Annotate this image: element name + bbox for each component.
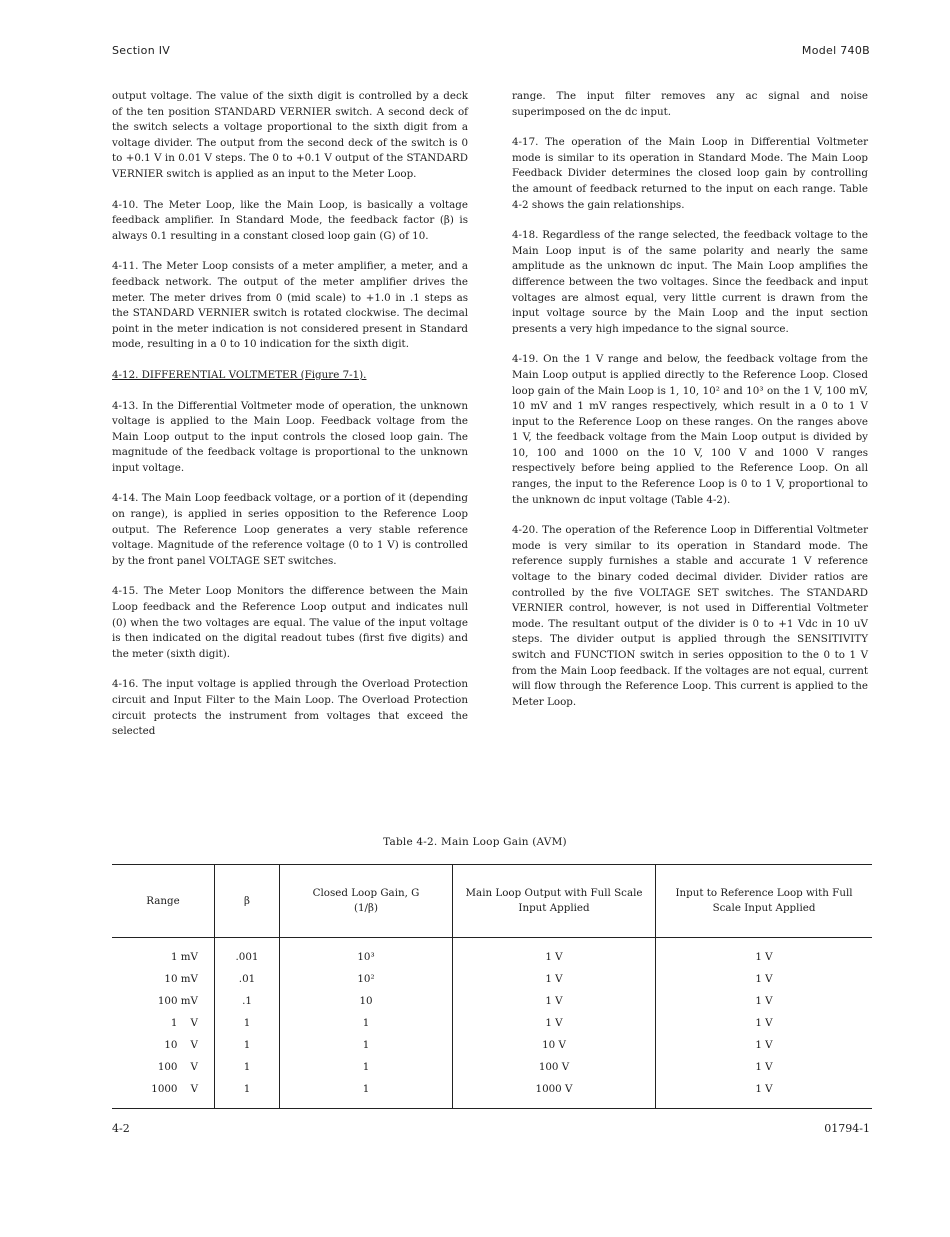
col-header-beta: β — [215, 865, 280, 938]
cell-main-output: 10 V — [453, 1034, 656, 1056]
cell-gain: 1 — [280, 1012, 453, 1034]
cell-range: 100 mV — [157, 995, 198, 1007]
table-row — [112, 1056, 872, 1078]
paragraph: 4-11. The Meter Loop consists of a meter amplifier, a meter, and a feedback network. The output of the meter amplifier drives the meter. The meter drives from 0 (mid scale) to +1.0 in .1 steps as the STANDARD VERNIER switch is rotated clockwise. The decimal point in the meter indication is not considered present in Standard mode, resulting in a 0 to 10 indication for the sixth digit. — [112, 260, 468, 351]
cell-main-output: 1000 V — [453, 1078, 656, 1109]
table-row — [112, 1034, 872, 1056]
cell-range: 1 mV — [170, 951, 198, 963]
table-row — [112, 1012, 872, 1034]
cell-gain: 1 — [280, 1078, 453, 1109]
paragraph: 4-16. The input voltage is applied through the Overload Protection circuit and Input Filter to the Main Loop. The Overload Protection circuit protects the instrument from voltages that exceed the selected — [112, 678, 468, 738]
model-header: Model 740B — [801, 44, 870, 57]
cell-main-output: 1 V — [453, 938, 656, 969]
col-header-main-output: Main Loop Output with Full Scale Input Applied — [453, 865, 656, 938]
cell-range: 10 V — [164, 1039, 198, 1051]
paragraph: 4-15. The Meter Loop Monitors the difference between the Main Loop feedback and the Reference Loop output and indicates null (0) when the two voltages are equal. The value of the input voltage is then indicated on the digital readout tubes (first five digits) and the meter (sixth digit). — [112, 585, 468, 660]
cell-range: 1000 V — [151, 1083, 198, 1095]
cell-ref-input: 1 V — [656, 1056, 873, 1078]
table-row — [112, 990, 872, 1012]
cell-ref-input: 1 V — [656, 938, 873, 969]
cell-ref-input: 1 V — [656, 1034, 873, 1056]
paragraph: 4-14. The Main Loop feedback voltage, or a portion of it (depending on range), is applied in series opposition to the Reference Loop output. The Reference Loop generates a very stable reference voltage. Magnitude of the reference voltage (0 to 1 V) is controlled by the front panel VOLTAGE SET switches. — [112, 492, 468, 567]
paragraph: 4-13. In the Differential Voltmeter mode of operation, the unknown voltage is applied to the Main Loop. Feedback voltage from the Main Loop output to the input controls the closed loop gain. The magnitude of the feedback voltage is proportional to the unknown input voltage. — [112, 399, 468, 474]
cell-gain: 10 — [280, 990, 453, 1012]
page-number: 4-2 — [112, 1122, 130, 1135]
cell-beta: .01 — [215, 968, 280, 990]
cell-gain: 10² — [280, 968, 453, 990]
cell-beta: 1 — [215, 1034, 280, 1056]
section-header: Section IV — [112, 44, 171, 57]
cell-main-output: 1 V — [453, 1012, 656, 1034]
table-title: Table 4-2. Main Loop Gain (AVM) — [383, 836, 567, 848]
cell-ref-input: 1 V — [656, 1078, 873, 1109]
paragraph: 4-19. On the 1 V range and below, the feedback voltage from the Main Loop output is applied directly to the Reference Loop. Closed loop gain of the Main Loop is 1, 10, 10² and 10³ on the 1 V, 100 mV, 10 mV and 1 mV ranges respectively, which result in a 0 to 1 V input to the Reference Loop on these ranges. On the ranges above 1 V, the feedback voltage from the Main Loop output is divided by 10, 100 and 1000 on the 10 V, 100 V and 1000 V ranges respectively before being applied to the Reference Loop. On all ranges, the input to the Reference Loop is 0 to 1 V, proportional to the unknown dc input voltage (Table 4-2). — [512, 353, 868, 506]
cell-main-output: 1 V — [453, 990, 656, 1012]
cell-gain: 1 — [280, 1034, 453, 1056]
cell-ref-input: 1 V — [656, 990, 873, 1012]
gain-header-label: Closed Loop Gain, G — [312, 887, 420, 899]
paragraph: output voltage. The value of the sixth digit is controlled by a deck of the ten position STANDARD VERNIER switch. A second deck of the switch selects a voltage proportional to the sixth digit from a voltage divider. The output from the second deck of the switch is 0 to +0.1 V in 0.01 V steps. The 0 to +0.1 V output of the STANDARD VERNIER switch is applied as an input to the Meter Loop. — [112, 90, 468, 180]
cell-range: 10 mV — [164, 973, 198, 985]
table-header-row — [112, 865, 872, 938]
paragraph: 4-18. Regardless of the range selected, the feedback voltage to the Main Loop input is of the same polarity and nearly the same amplitude as the unknown dc input. The Main Loop amplifies the difference between the two voltages. Since the feedback and input voltages are almost equal, very little current is drawn from the input voltage source by the Main Loop and the input section presents a very high impedance to the signal source. — [512, 229, 868, 335]
section-heading: 4-12. DIFFERENTIAL VOLTMETER (Figure 7-1). — [112, 368, 367, 381]
table-row — [112, 1078, 872, 1109]
paragraph: 4-17. The operation of the Main Loop in Differential Voltmeter mode is similar to its operation in Standard Mode. The Main Loop Feedback Divider determines the closed loop gain by controlling the amount of feedback returned to the input on each range. Table 4-2 shows the gain relationships. — [512, 136, 868, 211]
cell-gain: 10³ — [280, 938, 453, 969]
table-row — [112, 938, 872, 969]
left-column — [112, 89, 468, 755]
main-loop-gain-table — [112, 864, 872, 1109]
gain-header-formula: (1/β) — [353, 902, 378, 914]
cell-gain: 1 — [280, 1056, 453, 1078]
table-row — [112, 968, 872, 990]
cell-beta: 1 — [215, 1078, 280, 1109]
paragraph: 4-10. The Meter Loop, like the Main Loop, is basically a voltage feedback amplifier. In Standard Mode, the feedback factor (β) is always 0.1 resulting in a constant closed loop gain (G) of 10. — [112, 198, 468, 242]
cell-range: 100 V — [157, 1061, 198, 1073]
col-header-ref-input: Input to Reference Loop with Full Scale Input Applied — [656, 865, 873, 938]
paragraph: 4-20. The operation of the Reference Loop in Differential Voltmeter mode is very similar to its operation in Standard mode. The reference supply furnishes a stable and accurate 1 V reference voltage to the binary coded decimal divider. Divider ratios are controlled by the five VOLTAGE SET switches. The STANDARD VERNIER control, however, is not used in Differential Voltmeter mode. The resultant output of the divider is 0 to +1 Vdc in 10 uV steps. The divider output is applied through the SENSITIVITY switch and FUNCTION switch in series opposition to the 0 to 1 V from the Main Loop feedback. If the voltages are not equal, current will flow through the Reference Loop. This current is applied to the Meter Loop. — [512, 524, 868, 708]
document-number: 01794-1 — [824, 1122, 870, 1135]
cell-ref-input: 1 V — [656, 968, 873, 990]
col-header-range: Range — [112, 865, 215, 938]
cell-beta: 1 — [215, 1012, 280, 1034]
cell-range: 1 V — [170, 1017, 198, 1029]
cell-main-output: 1 V — [453, 968, 656, 990]
cell-ref-input: 1 V — [656, 1012, 873, 1034]
cell-beta: 1 — [215, 1056, 280, 1078]
cell-beta: .1 — [215, 990, 280, 1012]
paragraph: range. The input filter removes any ac signal and noise superimposed on the dc input. — [512, 90, 868, 118]
col-header-gain — [280, 865, 453, 938]
cell-beta: .001 — [215, 938, 280, 969]
right-column — [512, 89, 868, 725]
cell-main-output: 100 V — [453, 1056, 656, 1078]
